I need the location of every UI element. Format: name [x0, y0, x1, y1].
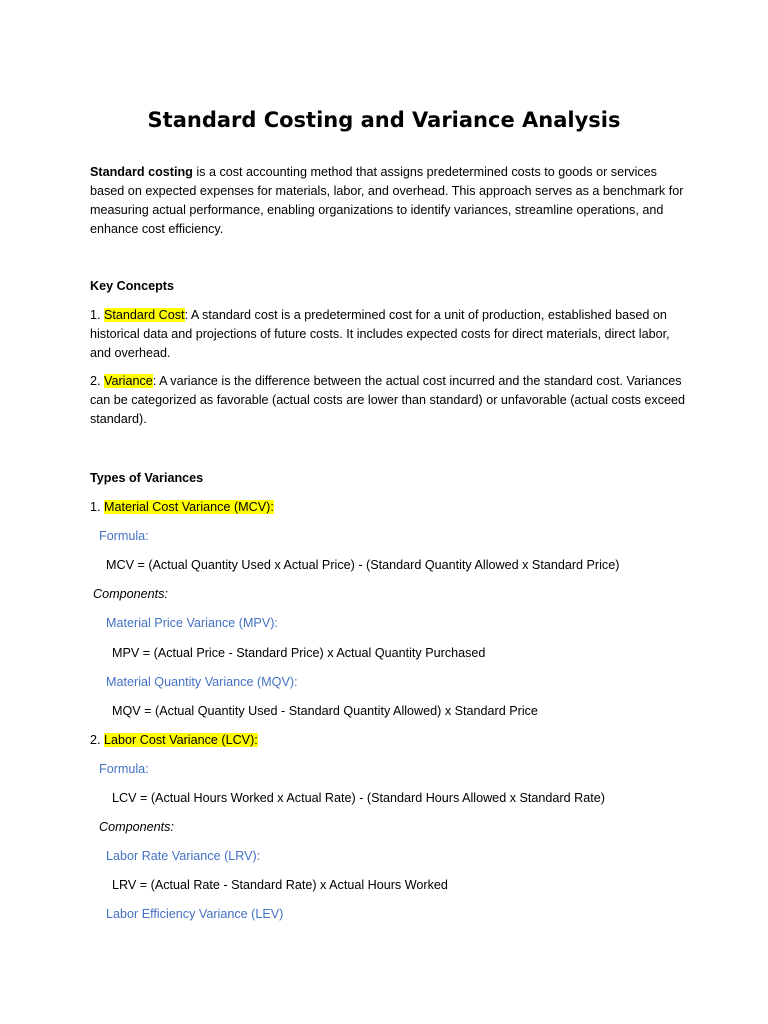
types-heading: Types of Variances — [90, 471, 204, 485]
key-concept-variance — [90, 372, 690, 429]
intro-paragraph — [90, 163, 690, 239]
page-title: Standard Costing and Variance Analysis — [147, 108, 621, 132]
lrv-formula: LRV = (Actual Rate - Standard Rate) x Actual Hours Worked — [112, 878, 448, 892]
mcv-formula: MCV = (Actual Quantity Used x Actual Price) - (Standard Quantity Allowed x Standard Price) — [106, 558, 620, 572]
lrv-label: Labor Rate Variance (LRV): — [106, 849, 261, 863]
key-concept-standard-cost — [90, 306, 690, 363]
mpv-label: Material Price Variance (MPV): — [106, 616, 278, 630]
key-concepts-heading: Key Concepts — [90, 279, 174, 293]
list-number: 2. — [90, 733, 105, 747]
list-number: 1. — [90, 500, 105, 514]
concept-text: : A standard cost is a predetermined cost for a unit of production, established based on historical data and projections of future costs. It includes expected costs for direct materials, direct labor, and overhead. — [90, 308, 670, 360]
material-cost-variance-title — [90, 498, 274, 517]
mcv-components-label: Components: — [93, 587, 168, 601]
mpv-formula: MPV = (Actual Price - Standard Price) x Actual Quantity Purchased — [112, 646, 486, 660]
lcv-components-label: Components: — [99, 820, 174, 834]
intro-lead: Standard costing — [90, 165, 193, 179]
highlighted-term: Variance — [104, 374, 153, 388]
lcv-formula-label: Formula: — [99, 762, 149, 776]
lcv-formula: LCV = (Actual Hours Worked x Actual Rate) - (Standard Hours Allowed x Standard Rate) — [112, 791, 605, 805]
concept-text: : A variance is the difference between the actual cost incurred and the standard cost. Variances can be categorized as favorable (actual costs are lower than standard) or unfavorable (actual costs exceed standard). — [90, 374, 686, 426]
labor-cost-variance-title — [90, 731, 258, 750]
mqv-label: Material Quantity Variance (MQV): — [106, 675, 298, 689]
lev-label: Labor Efficiency Variance (LEV) — [106, 907, 284, 921]
intro-text: is a cost accounting method that assigns predetermined costs to goods or services based on expected expenses for materials, labor, and overhead. This approach serves as a benchmark for measuring actual performance, enabling organizations to identify variances, streamline operations, and enhance cost efficiency. — [90, 165, 684, 236]
highlighted-term: Standard Cost — [104, 308, 185, 322]
highlighted-term: Labor Cost Variance (LCV): — [104, 733, 258, 747]
mcv-formula-label: Formula: — [99, 529, 149, 543]
list-number: 1. — [90, 308, 105, 322]
highlighted-term: Material Cost Variance (MCV): — [104, 500, 274, 514]
mqv-formula: MQV = (Actual Quantity Used - Standard Quantity Allowed) x Standard Price — [112, 704, 538, 718]
list-number: 2. — [90, 374, 105, 388]
